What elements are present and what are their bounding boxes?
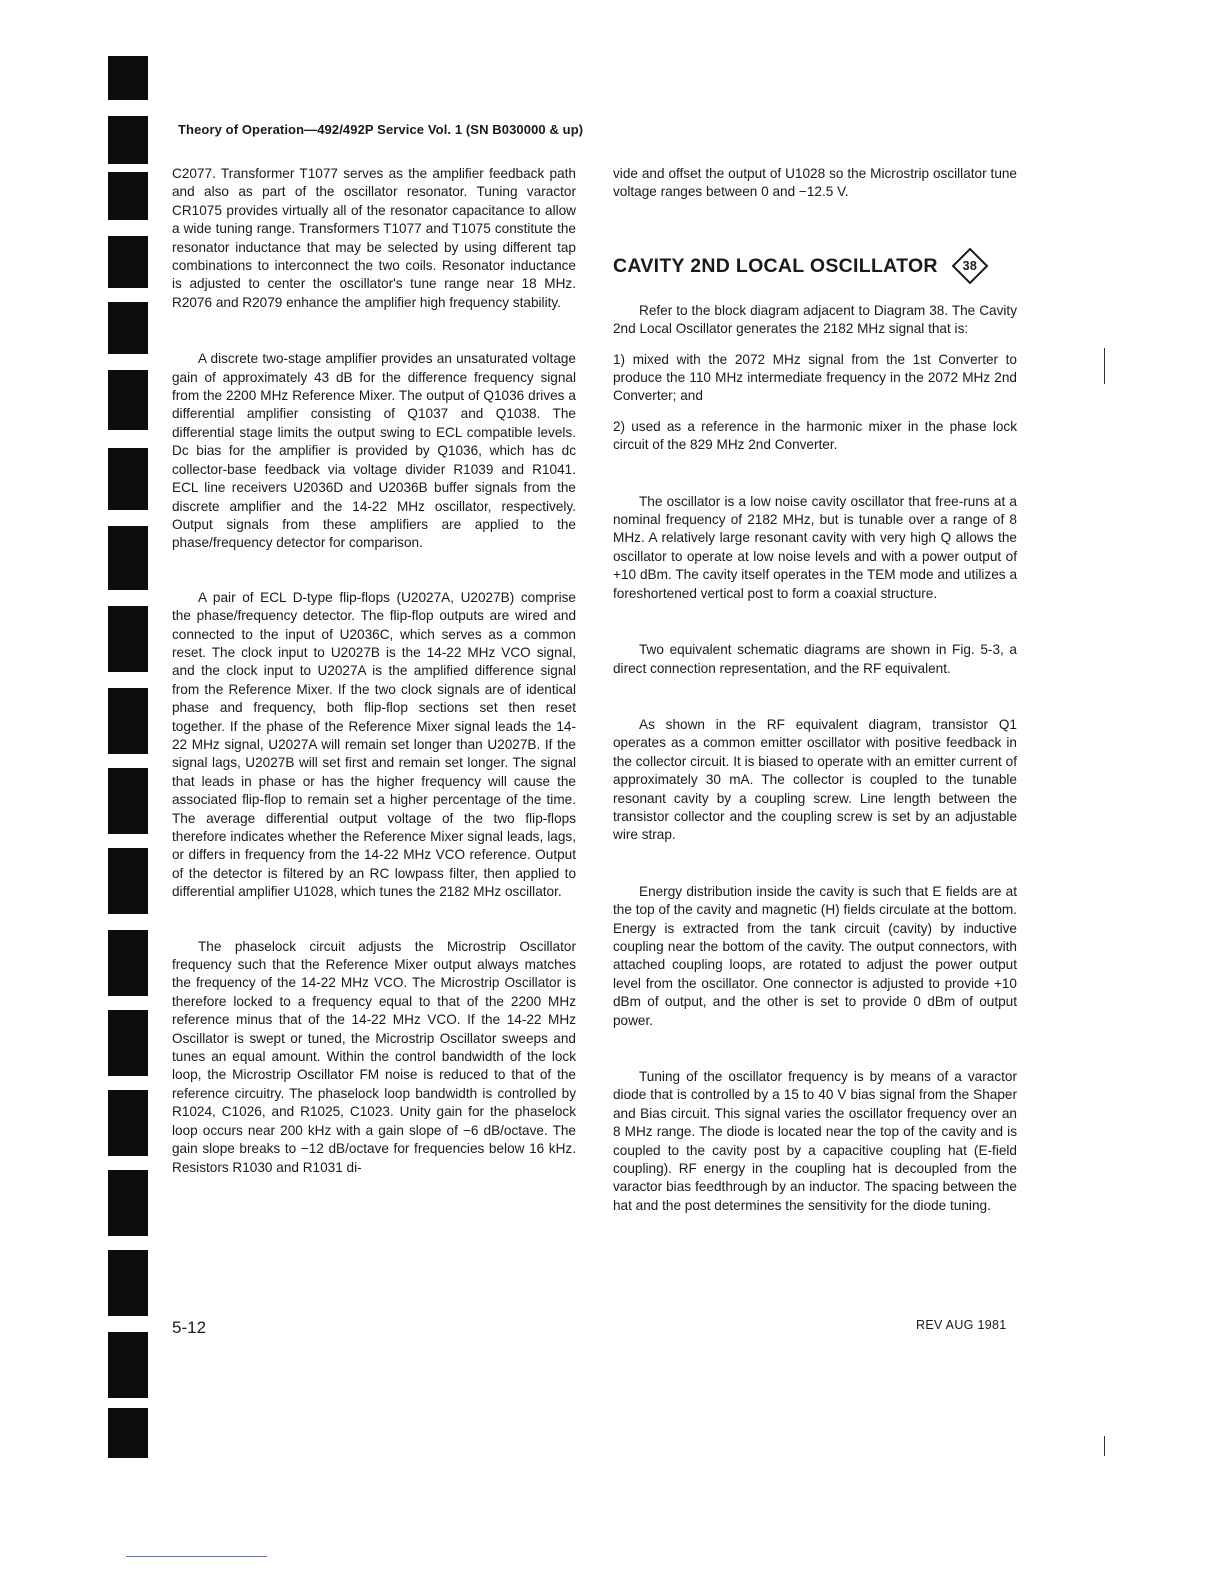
scan-edge-line (126, 1556, 267, 1557)
paragraph: Refer to the block diagram adjacent to Diagram 38. The Cavity 2nd Local Oscillator generates the 2182 MHz signal that is: (613, 302, 1017, 337)
binding-hole (108, 1010, 148, 1076)
binding-hole (108, 526, 148, 590)
binding-hole (108, 448, 148, 510)
paragraph: vide and offset the output of U1028 so the Microstrip oscillator tune voltage ranges between 0 and −12.5 V. (613, 166, 1017, 200)
binding-holes (108, 40, 148, 1460)
paragraph: The phaselock circuit adjusts the Microstrip Oscillator frequency such that the Reference Mixer output always matches the frequency of the 14-22 MHz VCO. The Microstrip Oscillator is therefore locked to a frequency equal to that of the 2200 MHz reference minus that of the 14-22 MHz VCO. If the 14-22 MHz Oscillator is swept or tuned, the Microstrip Oscillator sweeps and tunes an equal amount. Within the control bandwidth of the lock loop, the Microstrip Oscillator FM noise is reduced to that of the reference circuitry. The phaselock loop bandwidth is controlled by R1024, C1026, and R1025, C1023. Unity gain for the phaselock loop occurs near 200 kHz with a gain slope of −6 dB/octave. The gain slope breaks to −12 dB/octave for frequencies below 16 kHz. Resistors R1030 and R1031 di- (172, 938, 576, 1175)
binding-hole (108, 930, 148, 996)
paragraph: As shown in the RF equivalent diagram, transistor Q1 operates as a common emitter oscillator with positive feedback in the collector circuit. It is biased to operate with an emitter current of approximately 30 mA. The collector is coupled to the tunable resonant cavity by a coupling screw. Line length between the transistor collector and the coupling screw is set by an adjustable wire strap. (613, 716, 1017, 843)
change-bar (1104, 348, 1105, 384)
paragraph: A pair of ECL D-type flip-flops (U2027A, U2027B) comprise the phase/frequency detector. The flip-flop outputs are wired and connected to the input of U2036C, which serves as a common reset. The clock input to U2027B is the 14-22 MHz VCO signal, and the clock input to U2027A is the amplified difference signal from the Reference Mixer. If the two clock signals are of identical phase and frequency, both flip-flop sections set then reset together. If the phase of the Reference Mixer signal leads the 14-22 MHz signal, U2027A will remain set longer than U2027B. If the signal lags, U2027B will set first and remain set longer. The signal that leads in phase or has the higher frequency will cause the associated flip-flop to remain set a higher percentage of the time. The average differential output voltage of the two flip-flops therefore indicates whether the Reference Mixer signal leads, lags, or differs in frequency from the 14-22 MHz VCO reference. Output of the detector is filtered by an RC lowpass filter, then applied to differential amplifier U1028, which tunes the 2182 MHz oscillator. (172, 589, 576, 900)
paragraph: The oscillator is a low noise cavity oscillator that free-runs at a nominal frequency of 2182 MHz, but is tunable over a range of 8 MHz. A relatively large resonant cavity with very high Q allows the oscillator to operate at low noise levels and with a power output of +10 dBm. The cavity itself operates in the TEM mode and utilizes a foreshortened vertical post to form a coaxial structure. (613, 493, 1017, 601)
binding-hole (108, 302, 148, 354)
binding-hole (108, 56, 148, 100)
paragraph: Tuning of the oscillator frequency is by means of a varactor diode that is controlled by a 15 to 40 V bias signal from the Shaper and Bias circuit. This signal varies the oscillator frequency over an 8 MHz range. The diode is located near the top of the cavity and is coupled to the cavity post by a capacitive coupling hat (E-field coupling). RF energy in the coupling hat is decoupled from the varactor bias feedthrough by an inductor. The spacing between the hat and the post determines the sensitivity for the diode tuning. (613, 1069, 1017, 1213)
binding-hole (108, 1408, 148, 1458)
list-item: 2) used as a reference in the harmonic mixer in the phase lock circuit of the 829 MHz 2nd Converter. (613, 418, 1017, 453)
binding-hole (108, 236, 148, 288)
section-title: CAVITY 2ND LOCAL OSCILLATOR (613, 254, 938, 277)
revision-date: REV AUG 1981 (916, 1318, 1007, 1332)
binding-hole (108, 606, 148, 672)
diagram-reference-diamond (950, 246, 990, 286)
binding-hole (108, 768, 148, 834)
change-bar (1104, 1436, 1105, 1456)
page-number: 5-12 (172, 1318, 207, 1337)
binding-hole (108, 1250, 148, 1316)
paragraph: A discrete two-stage amplifier provides an unsaturated voltage gain of approximately 43 dB for the difference frequency signal from the 2200 MHz Reference Mixer. The output of Q1036 drives a differential amplifier consisting of Q1037 and Q1038. The differential stage limits the output swing to ECL compatible levels. Dc bias for the amplifier is provided by Q1036, which has dc collector-base feedback via voltage divider R1039 and R1041. ECL line receivers U2036D and U2036B buffer signals from the discrete amplifier and the 14-22 MHz oscillator, respectively. Output signals from these amplifiers are applied to the phase/frequency detector for comparison. (172, 351, 576, 551)
right-column (613, 165, 1017, 1215)
binding-hole (108, 688, 148, 754)
list-item: 1) mixed with the 2072 MHz signal from the 1st Converter to produce the 110 MHz intermediate frequency in the 2072 MHz 2nd Converter; and (613, 351, 1017, 404)
paragraph: C2077. Transformer T1077 serves as the amplifier feedback path and also as part of the oscillator resonator. Tuning varactor CR1075 provides virtually all of the resonator capacitance to allow a wide tuning range. Transformers T1077 and T1075 constitute the resonator inductance that may be selected by using different tap combinations to interconnect the two coils. Resonator inductance is adjusted to center the oscillator's tune range near 18 MHz. R2076 and R2079 enhance the amplifier high frequency stability. (172, 166, 576, 310)
left-column (172, 165, 576, 1177)
binding-hole (108, 1332, 148, 1398)
binding-hole (108, 848, 148, 914)
binding-hole (108, 116, 148, 164)
diagram-number: 38 (962, 258, 978, 273)
paragraph: Two equivalent schematic diagrams are shown in Fig. 5-3, a direct connection representation, and the RF equivalent. (613, 642, 1017, 676)
section-heading (613, 246, 1017, 286)
paragraph: Energy distribution inside the cavity is such that E fields are at the top of the cavity and magnetic (H) fields circulate at the bottom. Energy is extracted from the tank circuit (cavity) by inductive coupling near the bottom of the cavity. The output connectors, with attached coupling loops, are rotated to adjust the power output level from the oscillator. One connector is adjusted to provide +10 dBm of output, and the other is set to provide 0 dBm of output power. (613, 883, 1017, 1028)
binding-hole (108, 172, 148, 220)
binding-hole (108, 1090, 148, 1156)
binding-hole (108, 1170, 148, 1236)
page-header: Theory of Operation—492/492P Service Vol. 1 (SN B030000 & up) (178, 122, 584, 137)
binding-hole (108, 370, 148, 430)
